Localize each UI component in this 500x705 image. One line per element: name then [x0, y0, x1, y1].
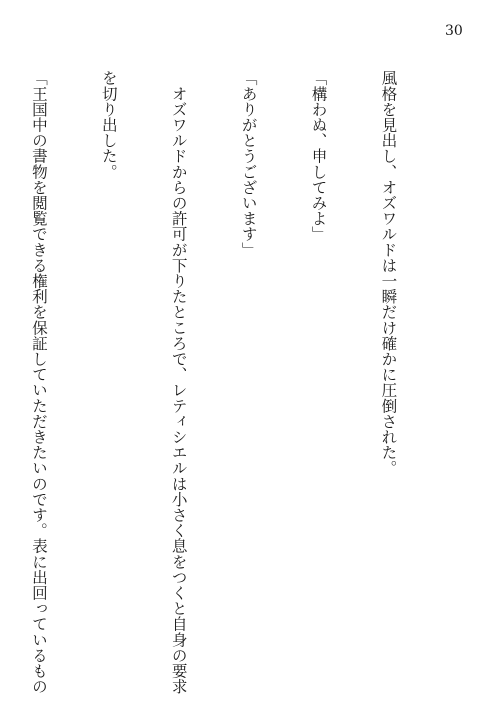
- text-line: 「構わぬ、申してみよ」: [309, 70, 328, 242]
- text-line: オズワルドからの許可が下りたところで、レティシエルは小さく息をつくと自身の要求: [169, 70, 188, 694]
- text-line: を切り出した。: [99, 70, 118, 180]
- text-line: 風格を見出し、オズワルドは一瞬だけ確かに圧倒された。: [379, 70, 398, 476]
- text-line: 「王国中の書物を閲覧できる権利を保証していただきたいのです。表に出回っているもの: [29, 70, 48, 694]
- page-number: 30: [445, 23, 463, 39]
- text-line: 「ありがとうございます」: [239, 70, 258, 258]
- body-text: [0, 70, 446, 694]
